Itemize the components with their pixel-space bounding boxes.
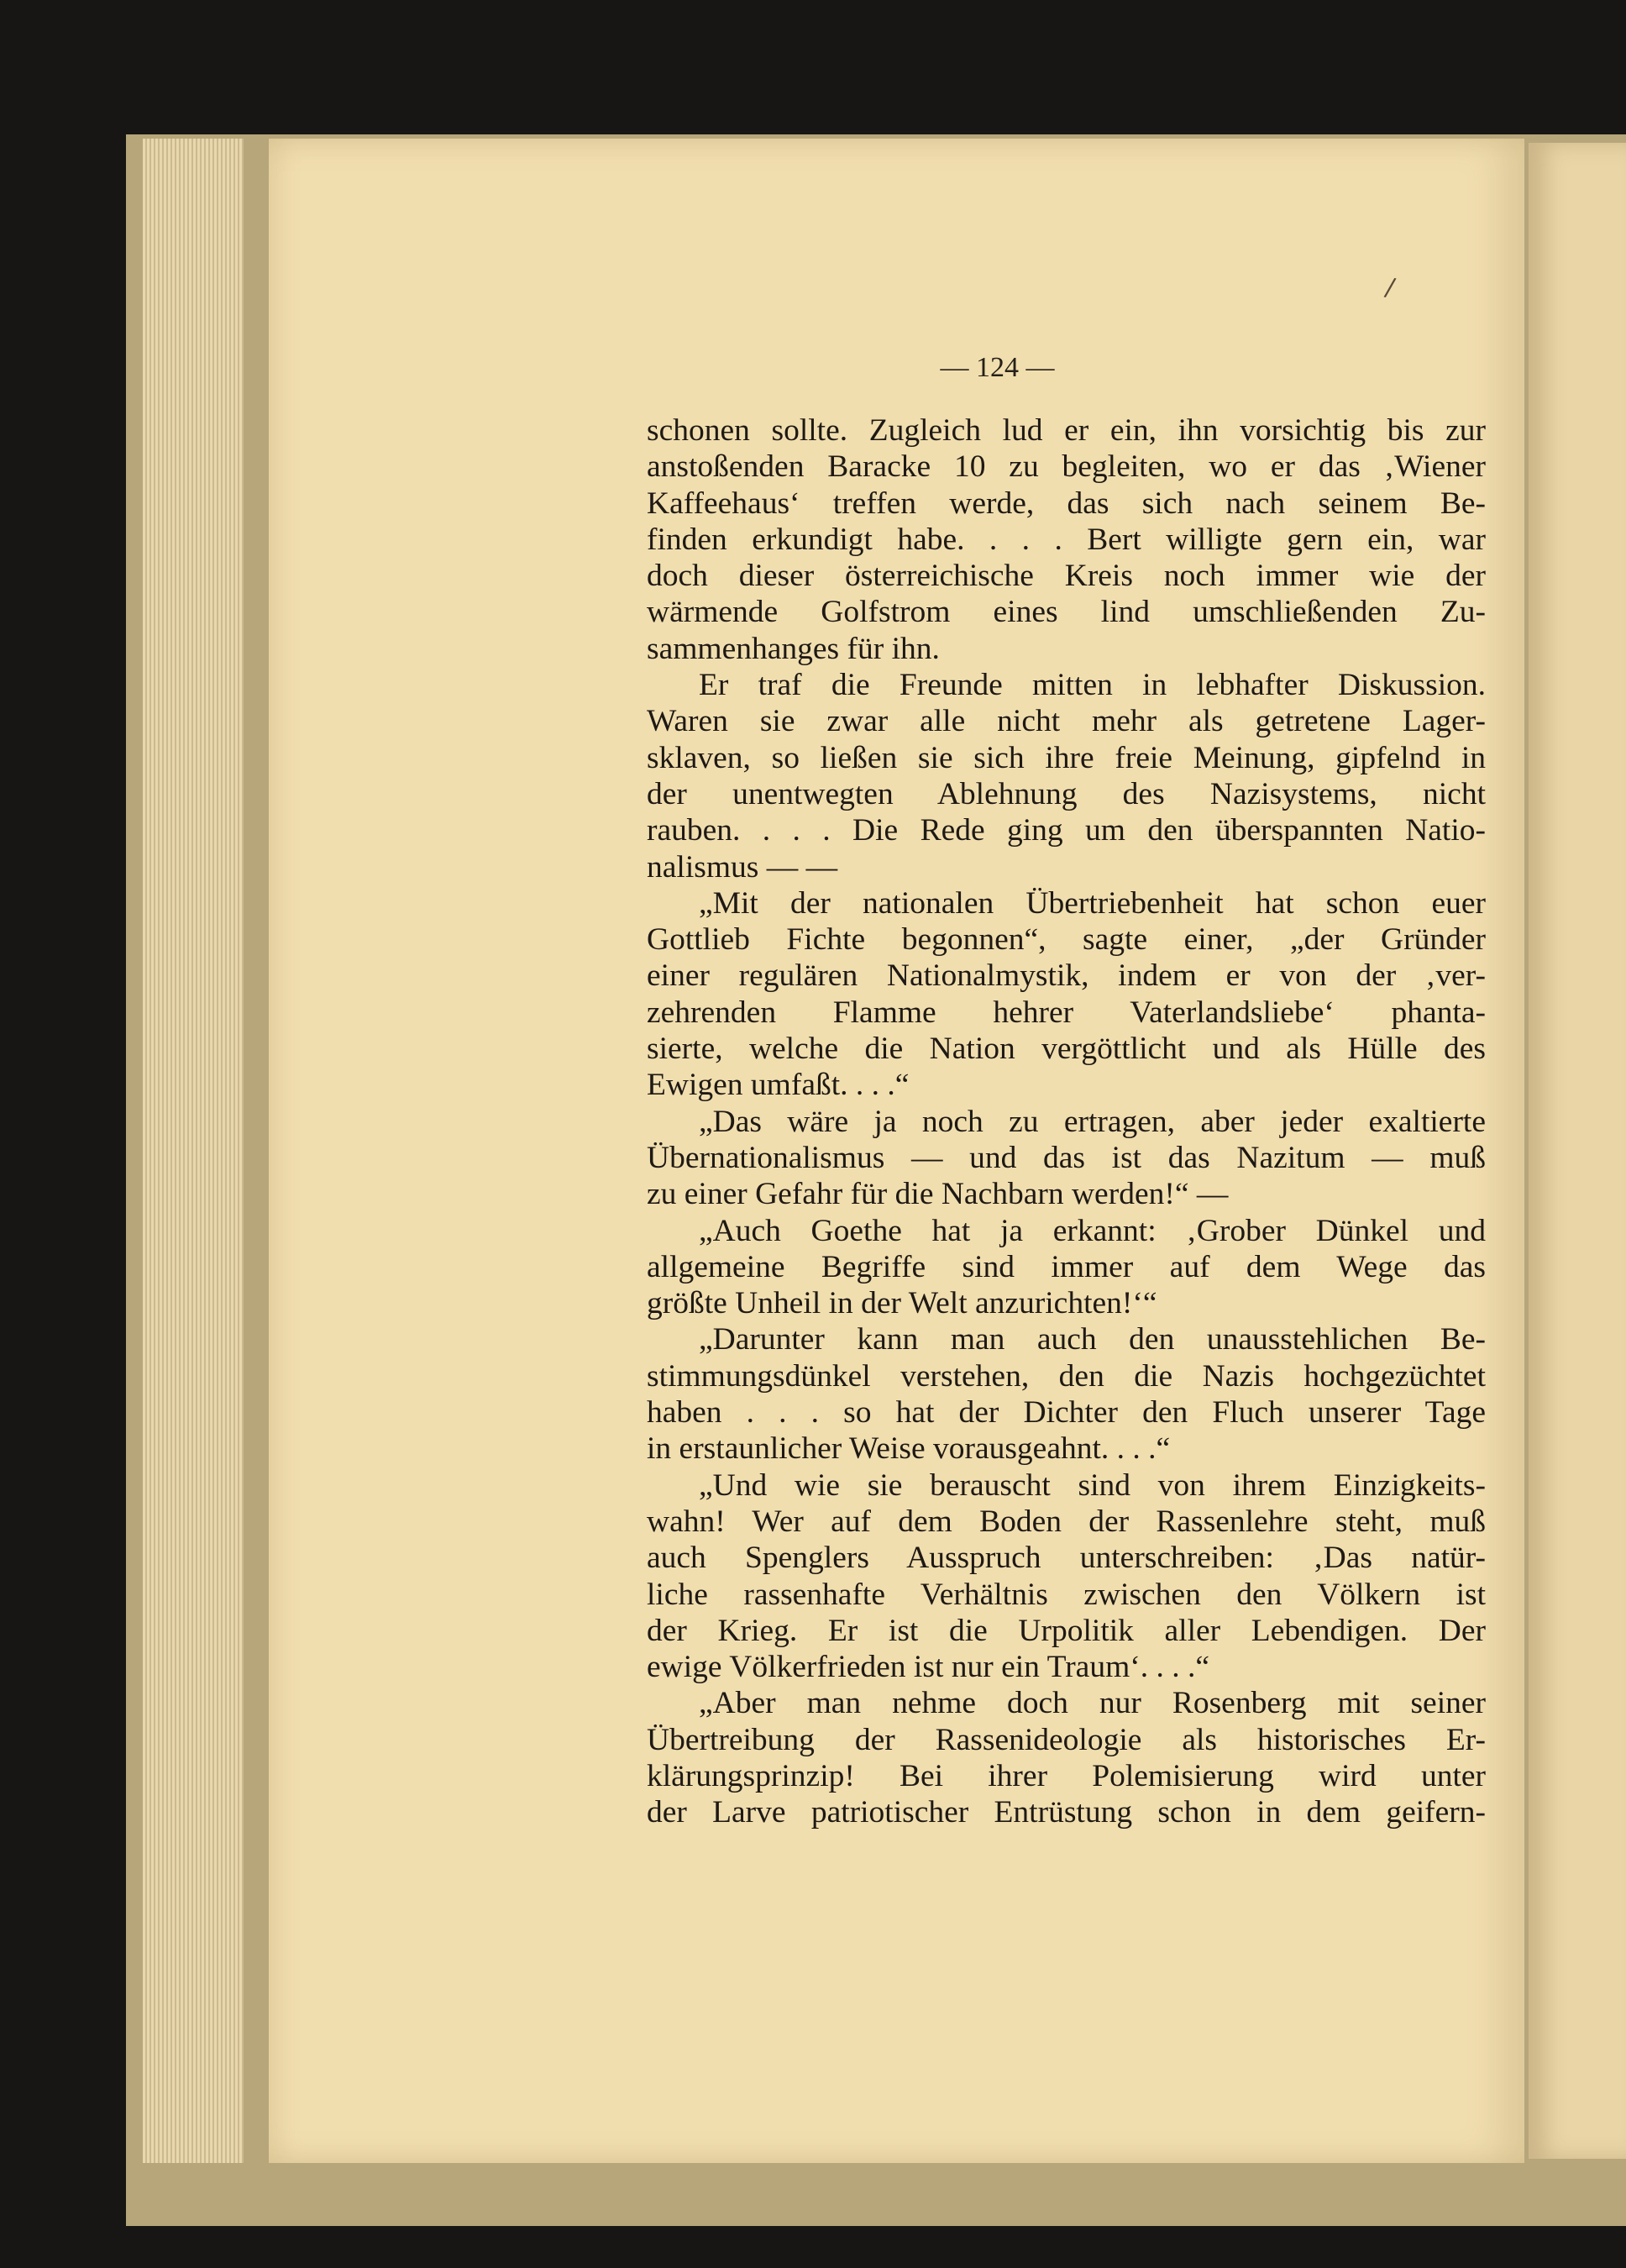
text-line: wärmende Golfstrom eines lind umschließenden Zu- [647, 595, 1486, 630]
text-line: Waren sie zwar alle nicht mehr als getretene Lager- [647, 704, 1486, 739]
text-line: „Das wäre ja noch zu ertragen, aber jeder exaltierte [699, 1104, 1486, 1139]
text-line: allgemeine Begriffe sind immer auf dem Wege das [647, 1249, 1486, 1284]
text-line: zu einer Gefahr für die Nachbarn werden!“ — [647, 1177, 1229, 1212]
text-line: Übertreibung der Rassenideologie als historisches Er- [647, 1722, 1486, 1757]
text-line: klärungsprinzip! Bei ihrer Polemisierung wird unter [647, 1758, 1486, 1793]
paragraph [647, 1321, 1486, 1467]
paragraph [647, 667, 1486, 885]
text-line: „Und wie sie berauscht sind von ihrem Einzigkeits- [699, 1467, 1486, 1503]
paragraph [647, 1104, 1486, 1213]
text-line: anstoßenden Baracke 10 zu begleiten, wo er das ‚Wiener [647, 449, 1486, 485]
text-line: sierte, welche die Nation vergöttlicht und als Hülle des [647, 1032, 1486, 1067]
text-line: in erstaunlicher Weise vorausgeahnt. . . .“ [647, 1431, 1171, 1467]
text-line: sklaven, so ließen sie sich ihre freie Meinung, gipfelnd in [647, 740, 1486, 775]
text-line: doch dieser österreichische Kreis noch immer wie der [647, 559, 1486, 594]
text-line: finden erkundigt habe. . . . Bert willigte gern ein, war [647, 522, 1486, 557]
paragraph [647, 1213, 1486, 1322]
text-line: Übernationalismus — und das ist das Nazitum — muß [647, 1140, 1486, 1175]
paragraph [647, 412, 1486, 667]
paragraph [647, 885, 1486, 1104]
text-line: zehrenden Flamme hehrer Vaterlandsliebe‘ phanta- [647, 995, 1486, 1030]
text-line: „Auch Goethe hat ja erkannt: ‚Grober Dünkel und [699, 1213, 1486, 1248]
paragraph [647, 1685, 1486, 1830]
text-line: „Aber man nehme doch nur Rosenberg mit seiner [699, 1686, 1486, 1721]
text-line: größte Unheil in der Welt anzurichten!‘“ [647, 1286, 1157, 1321]
pencil-mark: / [1382, 272, 1398, 303]
book-page [269, 139, 1524, 2163]
text-line: wahn! Wer auf dem Boden der Rassenlehre steht, muß [647, 1504, 1486, 1539]
text-line: nalismus — — [647, 849, 838, 885]
text-line: schonen sollte. Zugleich lud er ein, ihn vorsichtig bis zur [647, 413, 1486, 448]
adjacent-page-edge [1529, 143, 1626, 2159]
text-line: liche rassenhafte Verhältnis zwischen den Völkern ist [647, 1577, 1486, 1612]
text-line: Gottlieb Fichte begonnen“, sagte einer, „der Gründer [647, 922, 1486, 958]
page-stack-edges [143, 139, 244, 2163]
text-line: haben . . . so hat der Dichter den Fluch unserer Tage [647, 1395, 1486, 1431]
text-line: der Krieg. Er ist die Urpolitik aller Lebendigen. Der [647, 1613, 1486, 1648]
page-number: — 124 — [940, 352, 1055, 383]
text-line: einer regulären Nationalmystik, indem er von der ‚ver- [647, 958, 1486, 994]
text-line: auch Spenglers Ausspruch unterschreiben: ‚Das natür- [647, 1541, 1486, 1576]
text-line: der unentwegten Ablehnung des Nazisystems, nicht [647, 776, 1486, 811]
paragraph [647, 1467, 1486, 1686]
body-text [647, 412, 1486, 1831]
open-book [126, 101, 1626, 2251]
text-line: Er traf die Freunde mitten in lebhafter Diskussion. [699, 668, 1486, 703]
text-line: Ewigen umfaßt. . . .“ [647, 1068, 910, 1103]
text-line: rauben. . . . Die Rede ging um den überspannten Natio- [647, 813, 1486, 848]
text-line: stimmungsdünkel verstehen, den die Nazis hochgezüchtet [647, 1358, 1486, 1394]
text-line: der Larve patriotischer Entrüstung schon in dem geifern- [647, 1795, 1486, 1830]
text-line: Kaffeehaus‘ treffen werde, das sich nach seinem Be- [647, 486, 1486, 521]
text-line: „Mit der nationalen Übertriebenheit hat schon euer [699, 885, 1486, 921]
text-line: sammenhanges für ihn. [647, 631, 940, 666]
text-line: „Darunter kann man auch den unausstehlichen Be- [699, 1322, 1486, 1357]
text-line: ewige Völkerfrieden ist nur ein Traum‘. . . .“ [647, 1650, 1210, 1685]
